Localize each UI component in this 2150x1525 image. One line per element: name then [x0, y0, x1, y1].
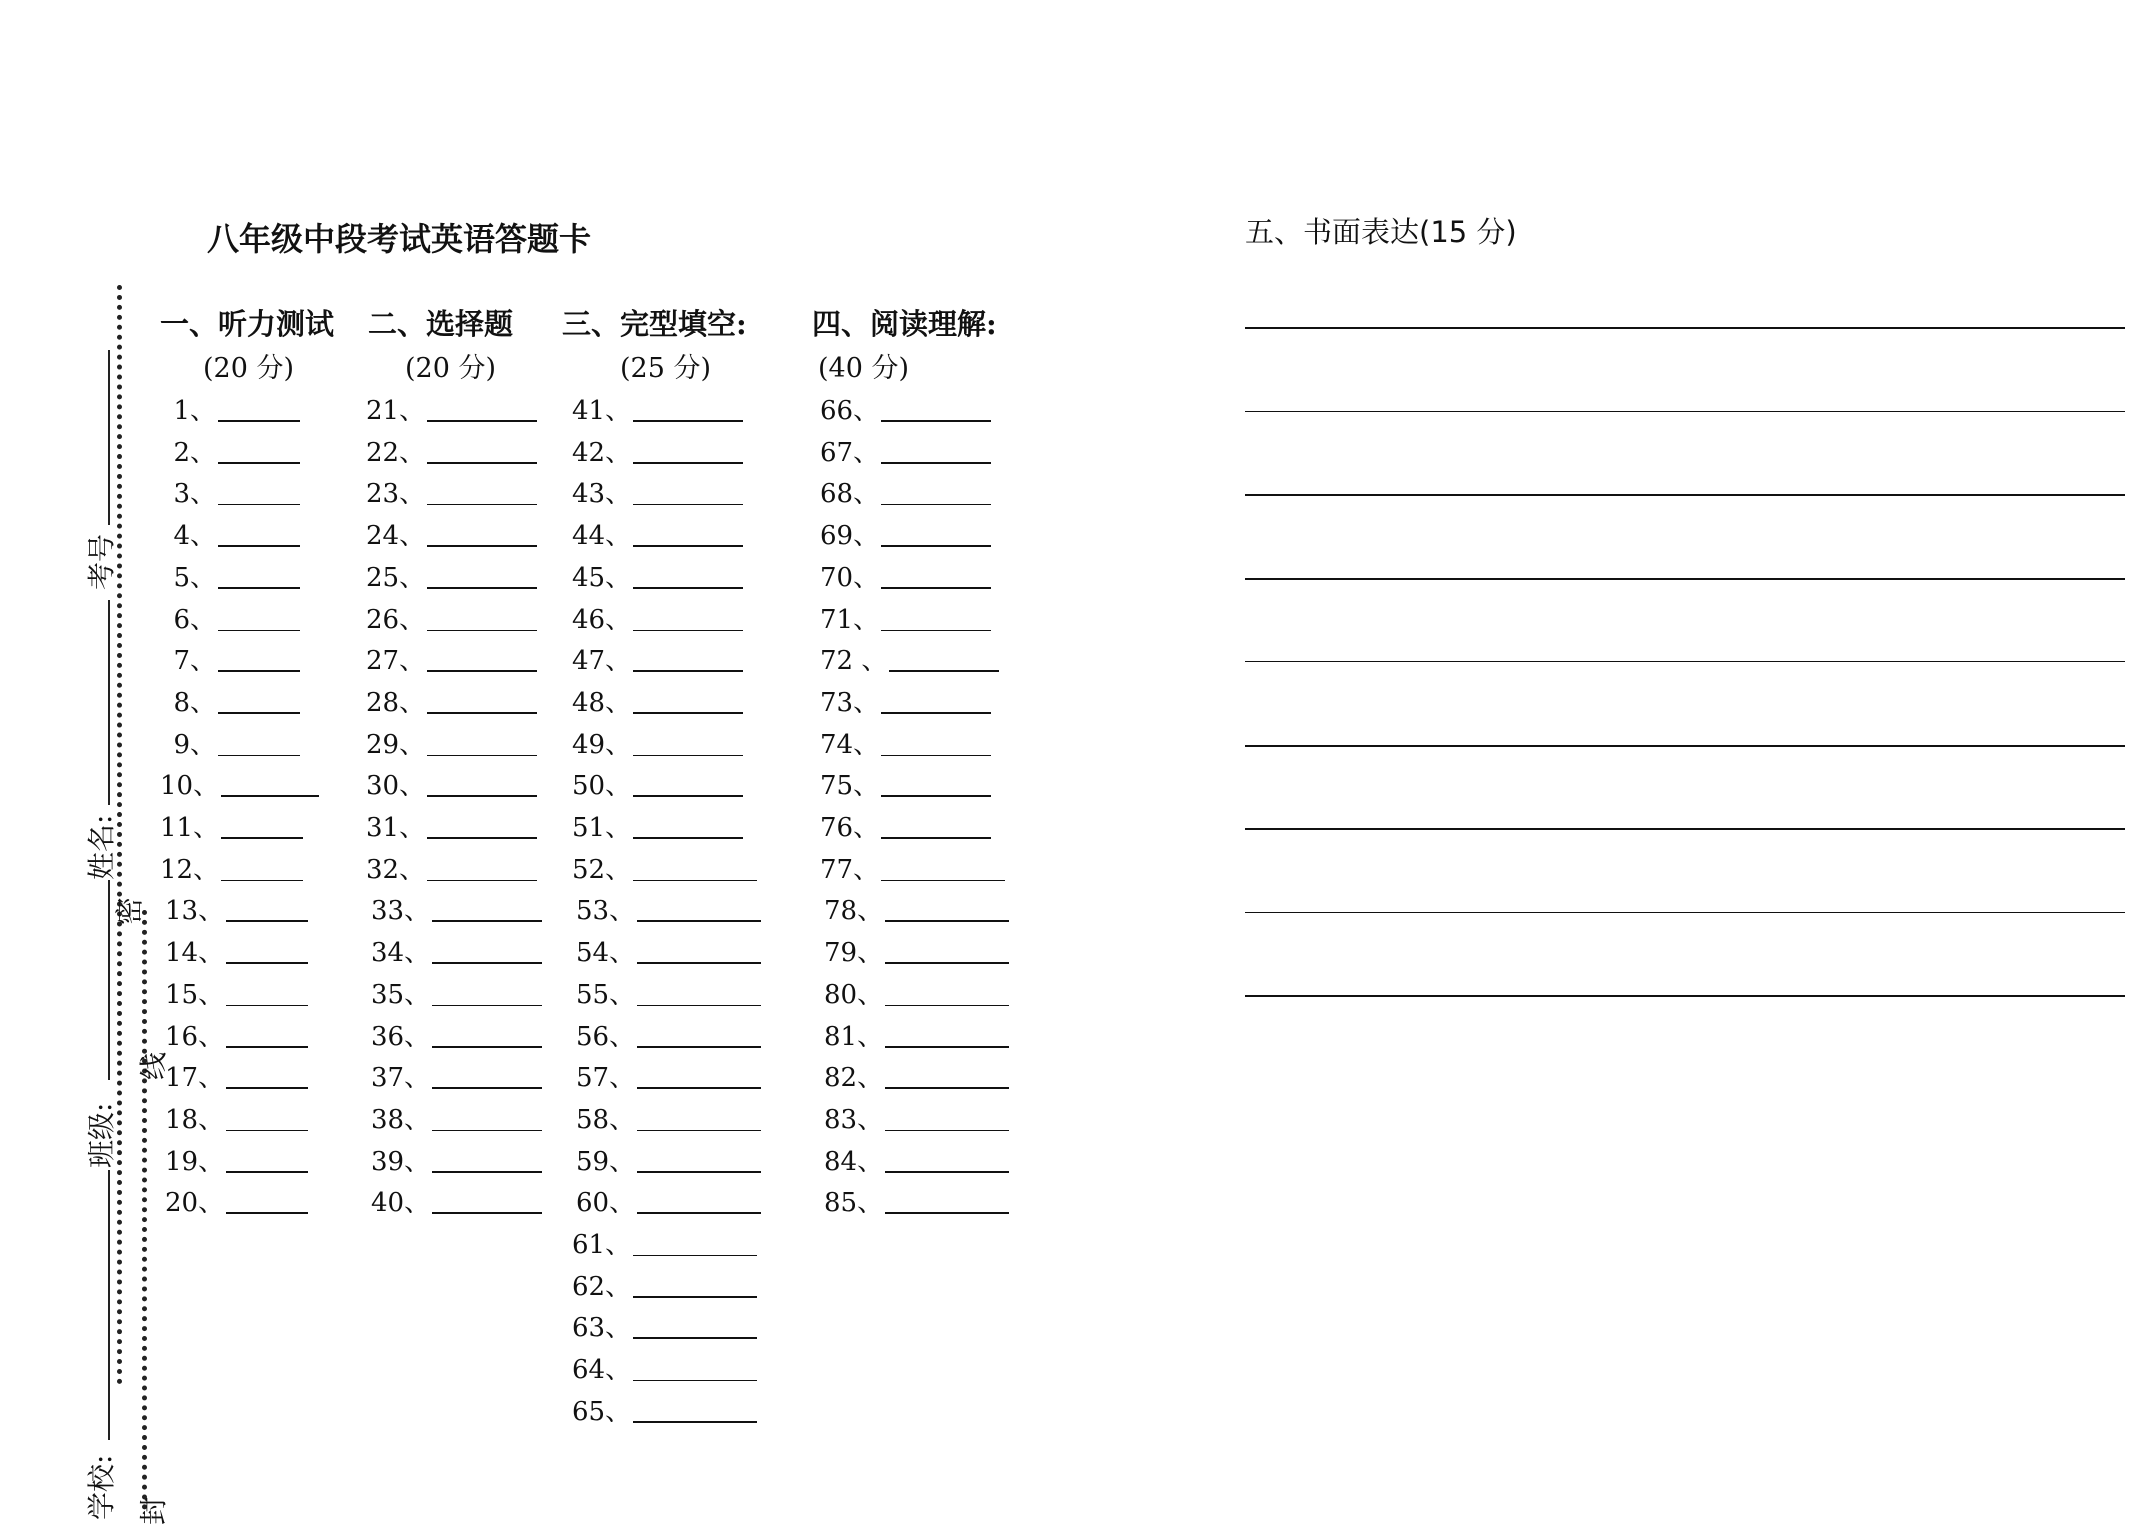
- question-number: 11、: [160, 813, 220, 843]
- question-number: 81、: [824, 1021, 884, 1052]
- answer-item: [820, 473, 991, 509]
- question-number: 78、: [824, 896, 884, 927]
- answer-blank[interactable]: [881, 630, 991, 631]
- question-number: 73、: [820, 687, 880, 718]
- answer-item: [572, 599, 743, 635]
- answer-blank[interactable]: [881, 587, 991, 589]
- question-number: 83、: [824, 1104, 884, 1135]
- answer-item: [572, 432, 743, 468]
- answer-blank[interactable]: [427, 712, 537, 714]
- question-number: 24、: [366, 521, 426, 552]
- writing-line[interactable]: [1245, 494, 2125, 496]
- name-underline[interactable]: [108, 600, 110, 805]
- answer-item: [820, 390, 991, 426]
- answer-blank[interactable]: [226, 1087, 308, 1089]
- question-number: 74、: [820, 729, 880, 760]
- answer-blank[interactable]: [218, 545, 300, 547]
- answer-item: [160, 724, 300, 760]
- answer-blank[interactable]: [226, 1171, 308, 1173]
- question-number: 43、: [572, 479, 632, 510]
- answer-blank[interactable]: [218, 712, 300, 714]
- question-number: 28、: [366, 687, 426, 718]
- question-number: 62、: [572, 1271, 632, 1302]
- answer-item: [371, 974, 542, 1010]
- answer-item: [576, 1182, 761, 1218]
- answer-item: [572, 724, 743, 760]
- answer-item: [366, 473, 537, 509]
- answer-item: [160, 432, 300, 468]
- answer-blank[interactable]: [221, 837, 303, 839]
- answer-blank[interactable]: [889, 670, 999, 672]
- question-number: 82、: [824, 1063, 884, 1094]
- answer-blank[interactable]: [432, 1046, 542, 1048]
- seal-feng-char: 封: [137, 1496, 170, 1525]
- question-number: 38、: [371, 1104, 431, 1135]
- question-number: 51、: [572, 813, 632, 843]
- answer-blank[interactable]: [432, 1130, 542, 1131]
- answer-item: [572, 1307, 757, 1343]
- answer-item: [572, 557, 743, 593]
- answer-item: [371, 890, 542, 926]
- writing-line[interactable]: [1245, 912, 2125, 913]
- answer-blank[interactable]: [633, 1421, 757, 1423]
- answer-item: [576, 1016, 761, 1052]
- question-number: 26、: [366, 604, 426, 635]
- exam-no-underline[interactable]: [108, 350, 110, 525]
- question-number: 85、: [824, 1188, 884, 1219]
- answer-blank[interactable]: [218, 670, 300, 672]
- writing-line[interactable]: [1245, 578, 2125, 580]
- answer-blank[interactable]: [881, 755, 991, 756]
- question-number: 7、: [173, 646, 216, 677]
- question-number: 23、: [366, 479, 426, 510]
- answer-item: [165, 1057, 308, 1093]
- question-number: 48、: [572, 687, 632, 718]
- question-number: 12、: [160, 854, 220, 885]
- question-number: 84、: [824, 1146, 884, 1177]
- section-points-cloze: (25 分): [620, 353, 712, 384]
- question-number: 25、: [366, 562, 426, 593]
- answer-item: [165, 974, 308, 1010]
- answer-item: [824, 1016, 1009, 1052]
- answer-item: [820, 807, 991, 843]
- question-number: 18、: [165, 1104, 225, 1135]
- seal-xian-char: 线: [137, 1051, 170, 1080]
- question-number: 36、: [371, 1021, 431, 1052]
- question-number: 79、: [824, 938, 884, 969]
- answer-blank[interactable]: [885, 1087, 1009, 1089]
- question-number: 41、: [572, 396, 632, 426]
- question-number: 50、: [572, 771, 632, 802]
- question-number: 57、: [576, 1063, 636, 1094]
- answer-blank[interactable]: [221, 880, 303, 881]
- answer-blank[interactable]: [633, 1380, 757, 1381]
- answer-blank[interactable]: [637, 1087, 761, 1089]
- answer-blank[interactable]: [427, 462, 537, 464]
- question-number: 3、: [173, 479, 216, 510]
- question-number: 69、: [820, 521, 880, 552]
- question-number: 49、: [572, 729, 632, 760]
- answer-item: [366, 807, 537, 843]
- answer-item: [576, 1141, 761, 1177]
- question-number: 64、: [572, 1355, 632, 1386]
- answer-item: [572, 1266, 757, 1302]
- answer-item: [576, 1099, 761, 1135]
- question-number: 21、: [366, 396, 426, 426]
- answer-item: [366, 765, 537, 801]
- answer-blank[interactable]: [432, 1087, 542, 1089]
- question-number: 65、: [572, 1396, 632, 1427]
- question-number: 61、: [572, 1230, 632, 1260]
- answer-blank[interactable]: [633, 670, 743, 672]
- answer-blank[interactable]: [427, 880, 537, 881]
- answer-item: [366, 390, 537, 426]
- answer-item: [165, 1099, 308, 1135]
- answer-item: [160, 473, 300, 509]
- question-number: 42、: [572, 437, 632, 468]
- answer-item: [820, 682, 991, 718]
- answer-item: [824, 1182, 1009, 1218]
- answer-blank[interactable]: [633, 504, 743, 505]
- question-number: 53、: [576, 896, 636, 927]
- answer-item: [576, 1057, 761, 1093]
- question-number: 13、: [165, 896, 225, 927]
- question-number: 71、: [820, 604, 880, 635]
- answer-blank[interactable]: [218, 755, 300, 756]
- section-heading-cloze: 三、完型填空:: [562, 307, 747, 341]
- seal-dotted-line-inner: [142, 910, 147, 1510]
- answer-item: [160, 849, 303, 885]
- answer-item: [572, 849, 757, 885]
- answer-blank[interactable]: [633, 1296, 757, 1298]
- answer-blank[interactable]: [637, 1171, 761, 1173]
- answer-blank[interactable]: [432, 1212, 542, 1214]
- question-number: 56、: [576, 1021, 636, 1052]
- answer-blank[interactable]: [633, 795, 743, 797]
- question-number: 68、: [820, 479, 880, 510]
- question-number: 8、: [173, 687, 216, 718]
- answer-item: [165, 890, 308, 926]
- question-number: 2、: [173, 437, 216, 468]
- answer-item: [371, 1016, 542, 1052]
- answer-blank[interactable]: [881, 462, 991, 464]
- answer-blank[interactable]: [226, 962, 308, 964]
- answer-blank[interactable]: [218, 504, 300, 505]
- answer-blank[interactable]: [432, 1171, 542, 1173]
- answer-blank[interactable]: [427, 795, 537, 797]
- answer-blank[interactable]: [885, 962, 1009, 964]
- answer-blank[interactable]: [427, 420, 537, 422]
- answer-item: [572, 765, 743, 801]
- answer-blank[interactable]: [432, 962, 542, 964]
- answer-item: [366, 557, 537, 593]
- answer-item: [824, 890, 1009, 926]
- answer-blank[interactable]: [633, 420, 743, 422]
- page-title: 八年级中段考试英语答题卡: [207, 220, 592, 258]
- answer-blank[interactable]: [427, 630, 537, 631]
- answer-blank[interactable]: [218, 462, 300, 464]
- answer-blank[interactable]: [633, 880, 757, 881]
- question-number: 17、: [165, 1063, 225, 1094]
- question-number: 67、: [820, 437, 880, 468]
- answer-item: [572, 640, 743, 676]
- class-label: 班级:: [85, 1102, 118, 1168]
- question-number: 35、: [371, 979, 431, 1010]
- answer-item: [576, 890, 761, 926]
- question-number: 55、: [576, 979, 636, 1010]
- section-heading-listening: 一、听力测试: [160, 307, 335, 341]
- answer-item: [160, 390, 300, 426]
- question-number: 59、: [576, 1146, 636, 1177]
- question-number: 75、: [820, 771, 880, 802]
- writing-line[interactable]: [1245, 327, 2125, 329]
- answer-item: [572, 390, 743, 426]
- question-number: 80、: [824, 979, 884, 1010]
- answer-blank[interactable]: [637, 1005, 761, 1006]
- answer-blank[interactable]: [881, 837, 991, 839]
- writing-heading: 五、书面表达(15 分): [1245, 215, 1517, 249]
- answer-blank[interactable]: [432, 1005, 542, 1006]
- answer-item: [572, 1349, 757, 1385]
- question-number: 52、: [572, 854, 632, 885]
- answer-blank[interactable]: [427, 504, 537, 505]
- answer-blank[interactable]: [637, 1212, 761, 1214]
- question-number: 60、: [576, 1188, 636, 1219]
- answer-blank[interactable]: [633, 755, 743, 756]
- answer-item: [820, 515, 991, 551]
- answer-blank[interactable]: [218, 630, 300, 631]
- answer-blank[interactable]: [881, 712, 991, 714]
- answer-blank[interactable]: [427, 837, 537, 839]
- exam-no-label: 考号: [85, 533, 118, 590]
- writing-line[interactable]: [1245, 411, 2125, 412]
- answer-item: [165, 1141, 308, 1177]
- answer-item: [160, 640, 300, 676]
- answer-item: [160, 765, 319, 801]
- answer-item: [572, 515, 743, 551]
- answer-item: [366, 682, 537, 718]
- answer-item: [160, 807, 303, 843]
- question-number: 27、: [366, 646, 426, 677]
- question-number: 33、: [371, 896, 431, 927]
- answer-blank[interactable]: [427, 587, 537, 589]
- question-number: 39、: [371, 1146, 431, 1177]
- answer-blank[interactable]: [881, 420, 991, 422]
- answer-item: [576, 932, 761, 968]
- answer-item: [371, 1057, 542, 1093]
- answer-blank[interactable]: [637, 1130, 761, 1131]
- question-number: 29、: [366, 729, 426, 760]
- writing-line[interactable]: [1245, 745, 2125, 747]
- answer-item: [371, 1099, 542, 1135]
- answer-blank[interactable]: [226, 920, 308, 922]
- answer-blank[interactable]: [221, 795, 319, 797]
- answer-blank[interactable]: [633, 837, 743, 839]
- answer-blank[interactable]: [885, 1130, 1009, 1131]
- question-number: 31、: [366, 813, 426, 843]
- question-number: 46、: [572, 604, 632, 635]
- answer-blank[interactable]: [427, 670, 537, 672]
- answer-item: [572, 473, 743, 509]
- writing-line[interactable]: [1245, 828, 2125, 830]
- answer-item: [160, 682, 300, 718]
- answer-blank[interactable]: [633, 462, 743, 464]
- answer-blank[interactable]: [633, 712, 743, 714]
- question-number: 19、: [165, 1146, 225, 1177]
- answer-blank[interactable]: [633, 545, 743, 547]
- answer-item: [824, 1057, 1009, 1093]
- answer-item: [165, 1016, 308, 1052]
- section-heading-choice: 二、选择题: [368, 307, 514, 341]
- answer-blank[interactable]: [432, 920, 542, 922]
- school-label: 学校:: [85, 1454, 118, 1520]
- answer-item: [820, 724, 991, 760]
- answer-item: [366, 599, 537, 635]
- answer-item: [572, 682, 743, 718]
- answer-blank[interactable]: [637, 920, 761, 922]
- answer-blank[interactable]: [881, 504, 991, 505]
- answer-item: [820, 849, 1005, 885]
- question-number: 72 、: [820, 646, 888, 677]
- answer-item: [820, 640, 999, 676]
- section-points-reading: (40 分): [818, 353, 910, 384]
- answer-item: [366, 515, 537, 551]
- question-number: 6、: [173, 604, 216, 635]
- answer-item: [366, 640, 537, 676]
- answer-blank[interactable]: [427, 755, 537, 756]
- answer-blank[interactable]: [885, 1171, 1009, 1173]
- question-number: 20、: [165, 1188, 225, 1219]
- answer-item: [572, 1391, 757, 1427]
- answer-item: [824, 932, 1009, 968]
- answer-blank[interactable]: [633, 1337, 757, 1339]
- answer-blank[interactable]: [226, 1212, 308, 1214]
- question-number: 15、: [165, 979, 225, 1010]
- answer-item: [820, 765, 991, 801]
- answer-blank[interactable]: [226, 1005, 308, 1006]
- question-number: 10、: [160, 771, 220, 802]
- answer-blank[interactable]: [633, 630, 743, 631]
- answer-item: [572, 1224, 757, 1260]
- answer-blank[interactable]: [885, 1005, 1009, 1006]
- answer-blank[interactable]: [881, 880, 1005, 881]
- answer-item: [576, 974, 761, 1010]
- question-number: 44、: [572, 521, 632, 552]
- question-number: 5、: [173, 562, 216, 593]
- question-number: 22、: [366, 437, 426, 468]
- answer-item: [824, 1099, 1009, 1135]
- answer-blank[interactable]: [427, 545, 537, 547]
- answer-item: [820, 432, 991, 468]
- school-underline[interactable]: [108, 1170, 110, 1440]
- answer-item: [820, 557, 991, 593]
- question-number: 54、: [576, 938, 636, 969]
- answer-blank[interactable]: [637, 1046, 761, 1048]
- seal-mi-char: 密: [113, 896, 146, 925]
- answer-item: [160, 599, 300, 635]
- question-number: 34、: [371, 938, 431, 969]
- writing-line[interactable]: [1245, 661, 2125, 662]
- answer-item: [366, 849, 537, 885]
- answer-item: [572, 807, 743, 843]
- question-number: 58、: [576, 1104, 636, 1135]
- question-number: 30、: [366, 771, 426, 802]
- section-points-choice: (20 分): [405, 353, 497, 384]
- question-number: 76、: [820, 813, 880, 843]
- answer-blank[interactable]: [633, 1255, 757, 1256]
- answer-item: [371, 932, 542, 968]
- question-number: 37、: [371, 1063, 431, 1094]
- question-number: 77、: [820, 854, 880, 885]
- answer-item: [160, 515, 300, 551]
- answer-item: [824, 974, 1009, 1010]
- question-number: 32、: [366, 854, 426, 885]
- answer-blank[interactable]: [633, 587, 743, 589]
- question-number: 16、: [165, 1021, 225, 1052]
- answer-item: [820, 599, 991, 635]
- answer-item: [371, 1182, 542, 1218]
- answer-blank[interactable]: [885, 1046, 1009, 1048]
- question-number: 47、: [572, 646, 632, 677]
- answer-blank[interactable]: [881, 545, 991, 547]
- answer-blank[interactable]: [881, 795, 991, 797]
- question-number: 14、: [165, 938, 225, 969]
- answer-item: [165, 932, 308, 968]
- question-number: 1、: [173, 396, 216, 426]
- answer-blank[interactable]: [226, 1130, 308, 1131]
- answer-item: [824, 1141, 1009, 1177]
- question-number: 4、: [173, 521, 216, 552]
- answer-blank[interactable]: [226, 1046, 308, 1048]
- question-number: 9、: [173, 729, 216, 760]
- answer-item: [371, 1141, 542, 1177]
- answer-item: [366, 724, 537, 760]
- answer-blank[interactable]: [885, 920, 1009, 922]
- answer-blank[interactable]: [218, 587, 300, 589]
- question-number: 70、: [820, 562, 880, 593]
- answer-item: [160, 557, 300, 593]
- answer-blank[interactable]: [218, 420, 300, 422]
- question-number: 66、: [820, 396, 880, 426]
- question-number: 45、: [572, 562, 632, 593]
- answer-blank[interactable]: [637, 962, 761, 964]
- question-number: 63、: [572, 1313, 632, 1344]
- section-points-listening: (20 分): [203, 353, 295, 384]
- answer-item: [165, 1182, 308, 1218]
- answer-blank[interactable]: [885, 1212, 1009, 1214]
- name-label: 姓名:: [85, 814, 118, 880]
- answer-item: [366, 432, 537, 468]
- section-heading-reading: 四、阅读理解:: [812, 307, 997, 341]
- writing-line[interactable]: [1245, 995, 2125, 997]
- question-number: 40、: [371, 1188, 431, 1219]
